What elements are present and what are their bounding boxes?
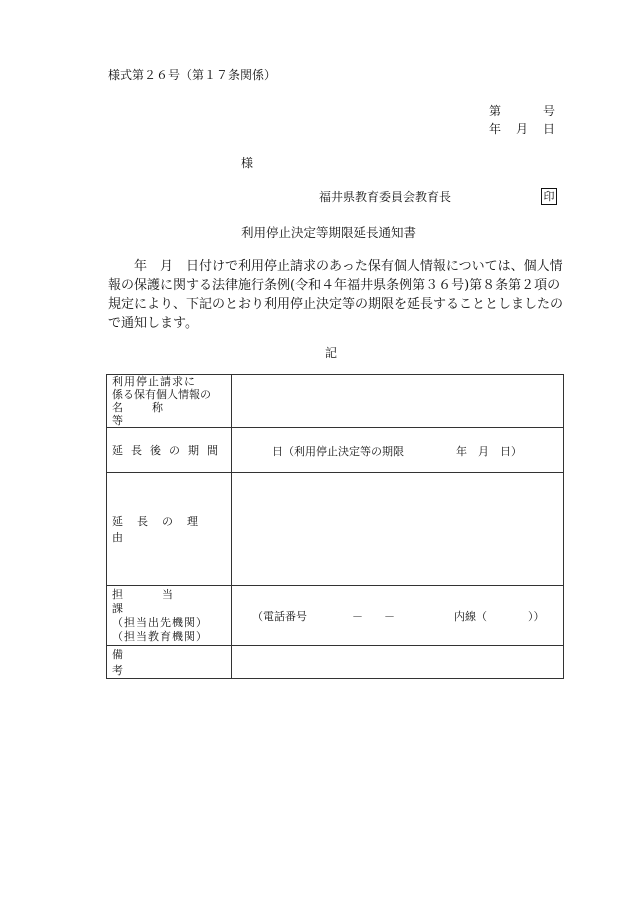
value-remarks[interactable]	[232, 646, 564, 679]
phone-label: （電話番号	[252, 610, 307, 623]
label-line: 係る保有個人情報の	[112, 388, 211, 401]
form-number: 様式第２６号（第１７条関係）	[108, 68, 277, 82]
document-number-suffix: 号	[543, 104, 556, 118]
period-year: 年	[456, 445, 467, 458]
ki-heading: 記	[325, 346, 338, 360]
label-reason	[107, 473, 232, 586]
period-month: 月	[478, 445, 489, 458]
body-paragraph: 年 月 日付けで利用停止請求のあった保有個人情報については、個人情報の保護に関する法律施行条例(令和４年福井県条例第３６号)第８条第２項の規定により、下記のとおり利用停止決定等の期限を延長することとしましたので通知します。	[108, 259, 564, 331]
row-extended-period	[107, 428, 564, 473]
label-line	[112, 401, 226, 427]
closing-parens: ））	[528, 610, 545, 623]
label-remarks	[107, 646, 232, 679]
label-line: （担当出先機関）	[112, 615, 208, 629]
label-info-name	[107, 375, 232, 428]
record-table	[106, 374, 564, 679]
value-contact[interactable]	[232, 586, 564, 646]
issuer-title: 福井県教育委員会教育長	[319, 190, 452, 204]
row-contact	[107, 586, 564, 646]
row-remarks	[107, 646, 564, 679]
label-line: 利用停止請求に	[112, 375, 196, 388]
row-info-name	[107, 375, 564, 428]
label-text: 備考	[112, 648, 199, 677]
document-title: 利用停止決定等期限延長通知書	[241, 225, 417, 240]
date-year: 年	[489, 122, 502, 136]
period-day-close: 日）	[500, 445, 522, 458]
label-extended-period	[107, 428, 232, 473]
label-line: （担当教育機関）	[112, 629, 208, 643]
extension-label: 内線（	[454, 610, 487, 623]
document-number-prefix: 第	[489, 104, 502, 118]
row-reason	[107, 473, 564, 586]
label-text: 延長後の期間	[112, 444, 226, 457]
label-contact	[107, 586, 232, 646]
period-day-label: 日（利用停止決定等の期限	[272, 445, 404, 458]
seal-mark: 印	[541, 188, 557, 205]
addressee-suffix: 様	[241, 156, 254, 170]
phone-dash-1: －	[352, 610, 363, 623]
label-line-text: 名称等	[112, 401, 192, 427]
date-day: 日	[543, 122, 556, 136]
date-month: 月	[516, 122, 529, 136]
value-reason[interactable]	[232, 473, 564, 586]
value-info-name[interactable]	[232, 375, 564, 428]
value-extended-period[interactable]	[232, 428, 564, 473]
label-line-text: 担当課	[112, 587, 212, 615]
label-text: 延長の理由	[112, 515, 212, 544]
label-line	[112, 588, 226, 616]
phone-dash-2: －	[384, 610, 395, 623]
